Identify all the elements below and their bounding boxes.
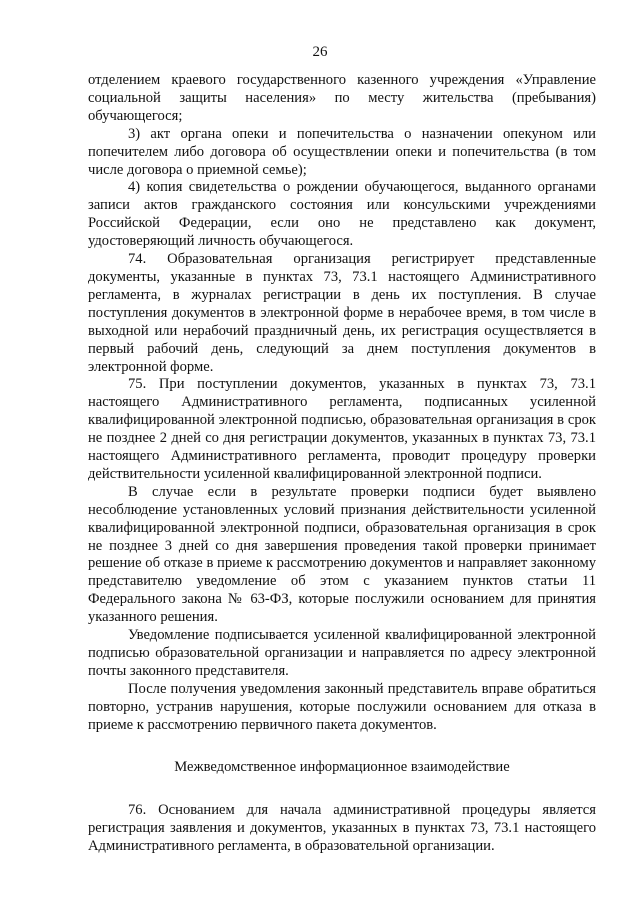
paragraph-continuation: отделением краевого государственного казенного учреждения «Управление социальной защиты населения» по месту жительства (пребывания) обучающегося; (88, 72, 596, 124)
paragraph-75-refusal: В случае если в результате проверки подписи будет выявлено несоблюдение установленных условий признания действительности усиленной квалифицированной электронной подписи, образовательная организация в срок не позднее 3 дней со дня завершения проведения такой проверки принимает решение об отказе в приеме к рассмотрению документов и направляет законному представителю уведомление об этом с указанием пунктов статьи 11 Федерального закона № 63-ФЗ, которые послужили основанием для принятия указанного решения. (88, 483, 596, 626)
paragraph-item-4: 4) копия свидетельства о рождении обучающегося, выданного органами записи актов гражданского состояния или консульскими учреждениями Российской Федерации, если оно не представлено как документ, удостоверяющий личность обучающегося. (88, 179, 596, 250)
paragraph-76: 76. Основанием для начала административной процедуры является регистрация заявления и документов, указанных в пунктах 73, 73.1 настоящего Административного регламента, в образовательной организации. (88, 802, 596, 855)
paragraph-75: 75. При поступлении документов, указанных в пунктах 73, 73.1 настоящего Административного регламента, подписанных усиленной квалифицированной электронной подписью, образовательная организация в срок не позднее 2 дней со дня регистрации документов, указанных в пунктах 73, 73.1 настоящего Административного регламента, проводит процедуру проверки действительности усиленной квалифицированной электронной подписи. (88, 376, 596, 482)
document-body (88, 72, 596, 856)
section-heading: Межведомственное информационное взаимодействие (174, 758, 510, 775)
page-number: 26 (312, 44, 328, 60)
paragraph-74: 74. Образовательная организация регистрирует представленные документы, указанные в пунктах 73, 73.1 настоящего Административного регламента, в журналах регистрации в день их поступления. В случае поступления документов в электронной форме в нерабочее время, в том числе в выходной или нерабочий праздничный день, их регистрация осуществляется в первый рабочий день, следующий за днем поступления документов в электронной форме. (88, 251, 596, 375)
paragraph-75-reapply: После получения уведомления законный представитель вправе обратиться повторно, устранив нарушения, которые послужили основанием для отказа в приеме к рассмотрению первичного пакета документов. (88, 680, 596, 733)
paragraph-item-3: 3) акт органа опеки и попечительства о назначении опекуном или попечителем либо договора об осуществлении опеки и попечительства (в том числе договора о приемной семье); (88, 125, 596, 178)
paragraph-75-notification: Уведомление подписывается усиленной квалифицированной электронной подписью образовательной организации и направляется по адресу электронной почты законного представителя. (88, 627, 596, 679)
